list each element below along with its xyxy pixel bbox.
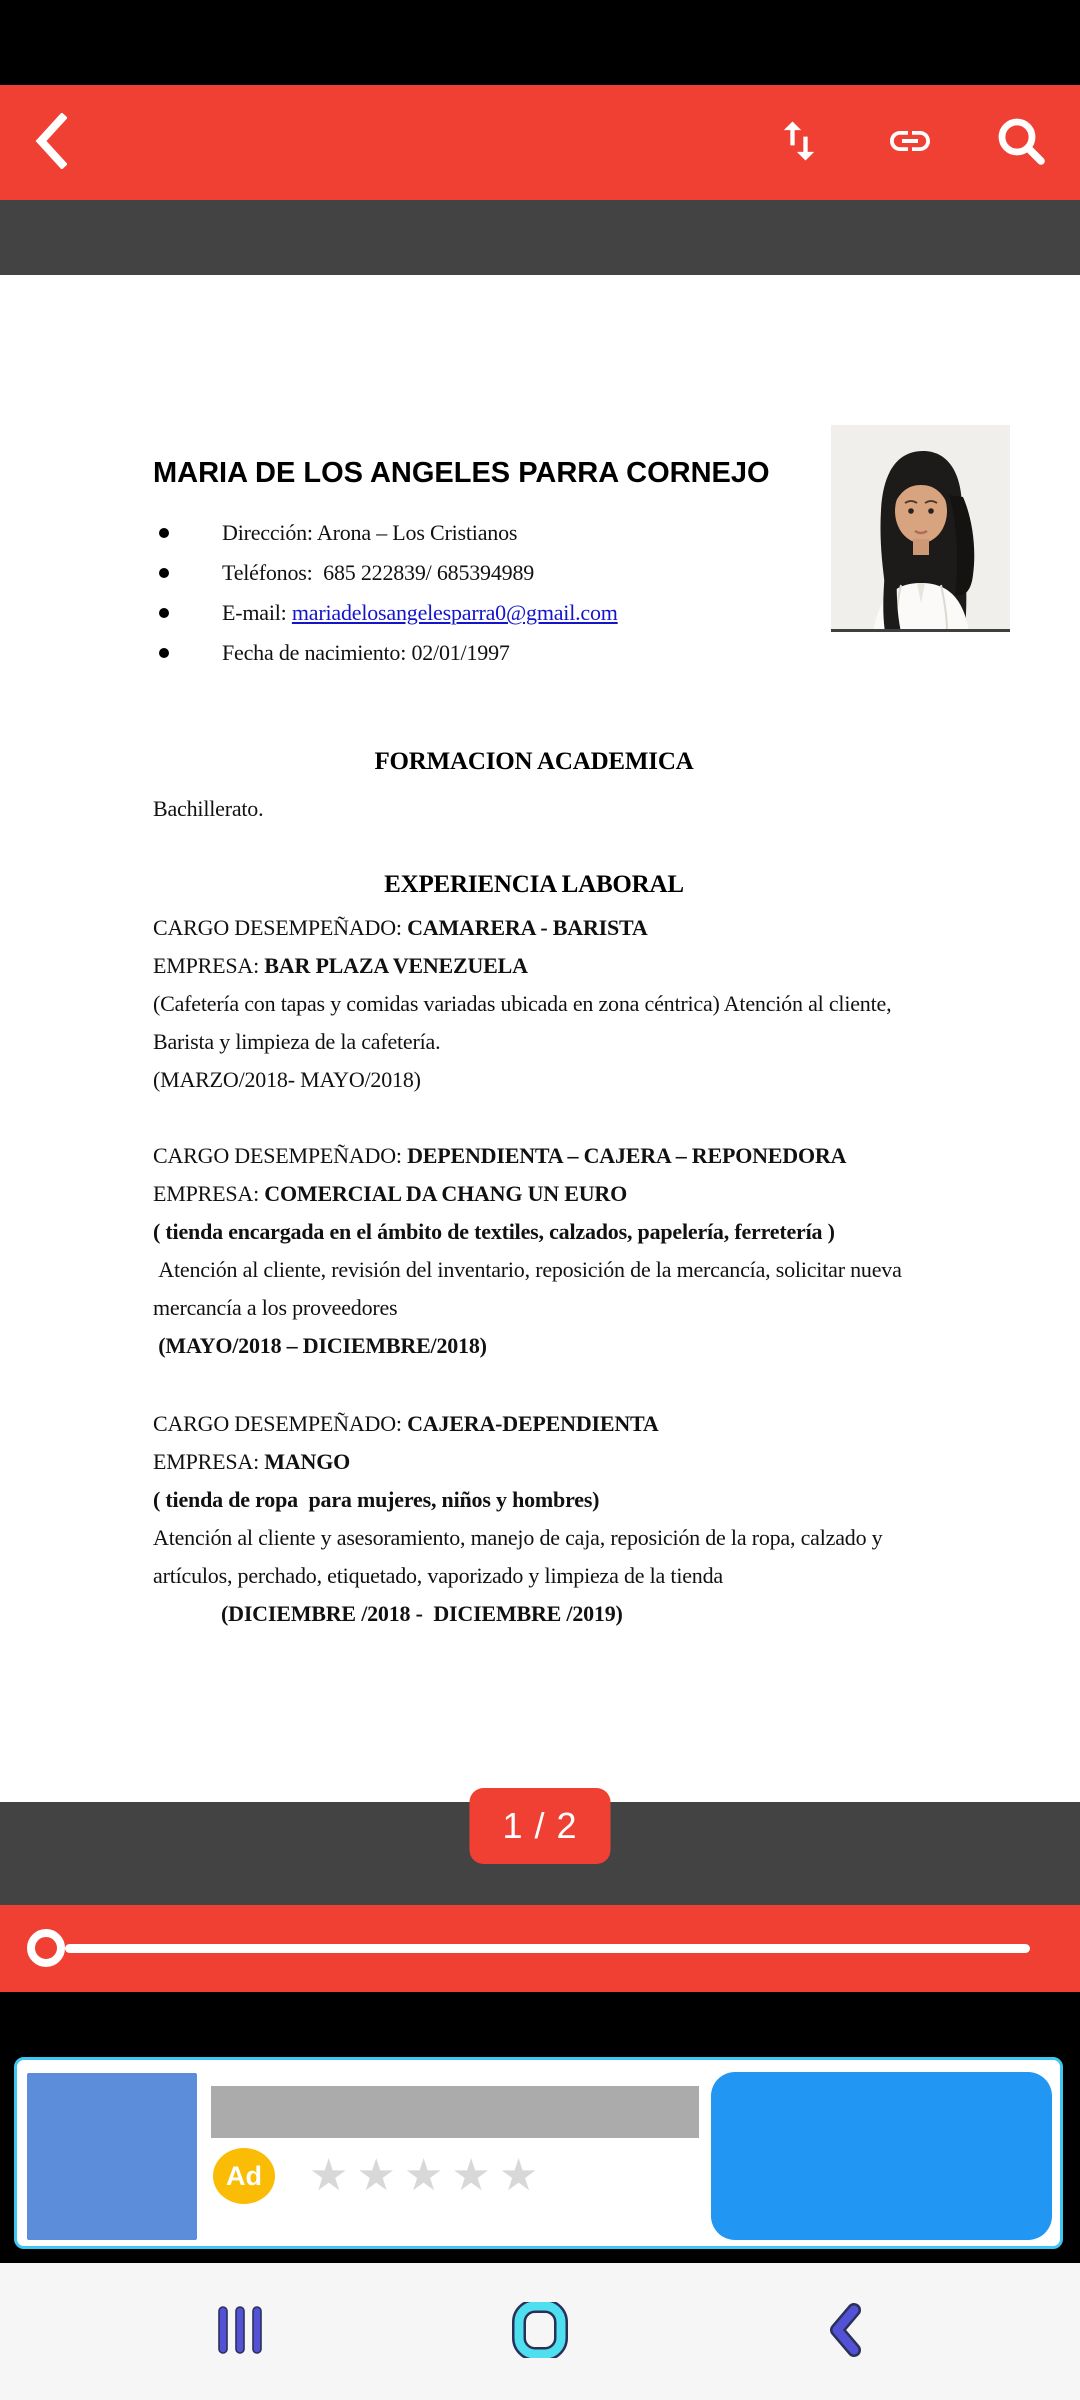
search-icon [995,115,1047,170]
back-icon [826,2303,864,2360]
contact-label: E-mail: [222,600,292,625]
toolbar [0,85,1080,200]
job-line: mercancía a los proveedores [153,1295,398,1320]
job-line: Barista y limpieza de la cafetería. [153,1029,441,1054]
scroll-direction-button[interactable] [773,113,825,172]
contact-item [153,633,915,673]
bullet-icon [159,608,169,618]
education-heading: FORMACION ACADEMICA [374,748,694,775]
ad-zone [0,1992,1080,2263]
job-line: (DICIEMBRE /2018 - DICIEMBRE /2019) [221,1601,623,1626]
pdf-page[interactable] [0,275,1080,1802]
contact-item [153,593,915,633]
cv-photo [831,425,1010,632]
job-line: CARGO DESEMPEÑADO: CAJERA-DEPENDIENTA [153,1411,659,1436]
search-button[interactable] [995,115,1047,170]
bullet-icon [159,528,169,538]
email-link[interactable]: mariadelosangelesparra0@gmail.com [291,600,618,625]
scrubber-track[interactable] [65,1944,1030,1953]
contact-text: Fecha de nacimiento: 02/01/1997 [222,640,510,665]
cv-name-title: MARIA DE LOS ANGELES PARRA CORNEJO [153,457,770,489]
job-line: ( tienda encargada en el ámbito de textiles, calzados, papelería, ferretería ) [153,1219,835,1244]
bullet-icon [159,568,169,578]
job-line: Atención al cliente, revisión del inventario, reposición de la mercancía, solicitar nueva [153,1257,902,1282]
navigation-bar [0,2263,1080,2400]
star-icon: ★ [451,2151,499,2200]
job-line: EMPRESA: MANGO [153,1449,351,1474]
swap-vertical-icon [773,113,825,172]
job-line: artículos, perchado, etiquetado, vaporizado y limpieza de la tienda [153,1563,723,1588]
contact-item [153,553,915,593]
ad-rating-stars [309,2148,546,2204]
nav-back-button[interactable] [799,2263,891,2400]
contact-list [153,513,915,673]
experience-entries [153,909,915,1633]
page-indicator-badge: 1 / 2 [470,1788,611,1864]
link-button[interactable] [881,117,939,168]
scrubber-thumb[interactable] [27,1929,65,1967]
contact-text: Teléfonos: 685 222839/ 685394989 [222,560,535,585]
job-line: (MARZO/2018- MAYO/2018) [153,1067,421,1092]
job-entry [153,909,915,1099]
job-line: (Cafetería con tapas y comidas variadas ubicada en zona céntrica) Atención al cliente, [153,991,892,1016]
job-entry [153,1405,915,1633]
education-text: Bachillerato. [153,796,264,821]
ad-banner[interactable] [14,2057,1063,2249]
job-line: CARGO DESEMPEÑADO: DEPENDIENTA – CAJERA – REPONEDORA [153,1143,847,1168]
ad-headline-placeholder [211,2086,699,2138]
star-icon: ★ [356,2151,404,2200]
page-scrubber[interactable] [0,1905,1080,1992]
home-icon [510,2302,570,2361]
recents-icon [216,2304,264,2359]
job-line: ( tienda de ropa para mujeres, niños y hombres) [153,1487,600,1512]
contact-item [153,513,915,553]
job-line: EMPRESA: COMERCIAL DA CHANG UN EURO [153,1181,628,1206]
star-icon: ★ [309,2151,357,2200]
ad-badge: Ad [213,2148,275,2204]
pager-strip [0,1802,1080,1905]
status-bar [0,0,1080,85]
experience-heading: EXPERIENCIA LABORAL [384,871,684,898]
document-top-strip [0,200,1080,275]
recents-button[interactable] [194,2263,286,2400]
link-icon [881,117,939,168]
back-chevron-icon [33,113,67,172]
star-icon: ★ [498,2151,547,2200]
job-line: Atención al cliente y asesoramiento, manejo de caja, reposición de la ropa, calzado y [153,1525,883,1550]
job-line: (MAYO/2018 – DICIEMBRE/2018) [153,1333,487,1358]
star-icon: ★ [403,2151,452,2200]
home-button[interactable] [494,2263,586,2400]
ad-cta-button[interactable] [711,2072,1052,2240]
back-button[interactable] [33,113,67,172]
job-line: EMPRESA: BAR PLAZA VENEZUELA [153,953,528,978]
job-entry [153,1137,915,1365]
contact-text: Dirección: Arona – Los Cristianos [222,520,518,545]
ad-app-icon-placeholder [27,2073,197,2240]
bullet-icon [159,648,169,658]
job-line: CARGO DESEMPEÑADO: CAMARERA - BARISTA [153,915,648,940]
